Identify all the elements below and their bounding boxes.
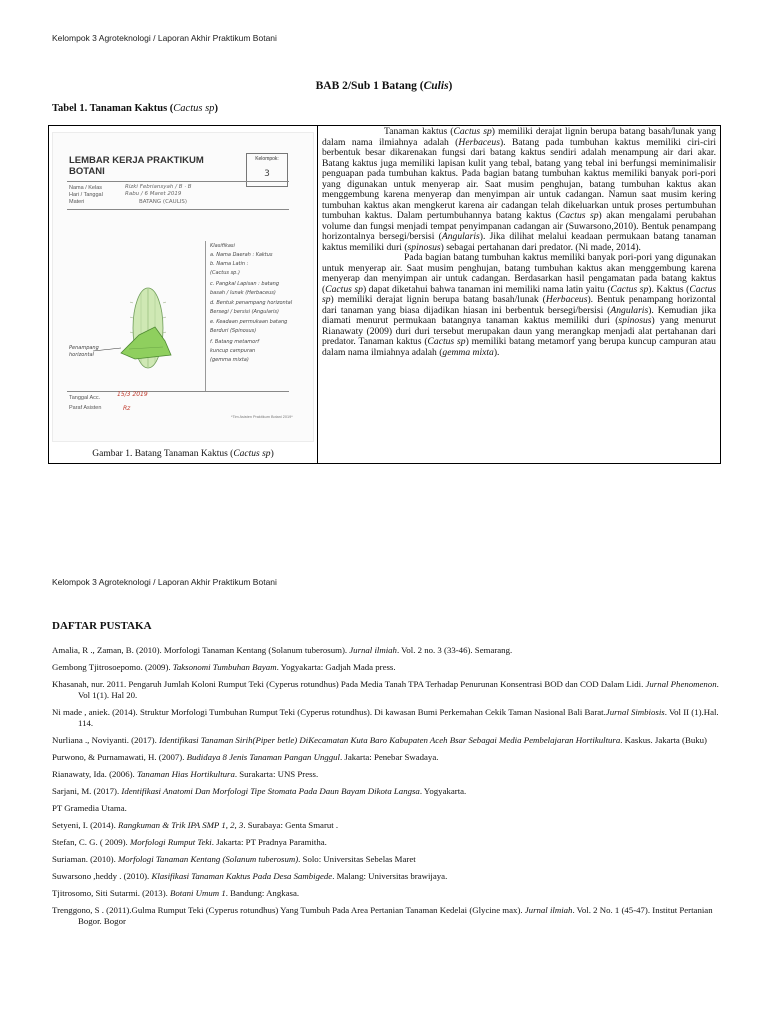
note-line: kuncup campuran xyxy=(210,348,256,354)
text-run: ). Kaktus ( xyxy=(648,283,690,295)
italic-term: Angularis xyxy=(610,304,649,316)
italic-term: Rangkuman & Trik IPA SMP 1, 2, 3 xyxy=(117,820,244,830)
reference-entry xyxy=(52,735,724,746)
text-run: . Vol. 2 no. 3 (33-46). Semarang. xyxy=(396,645,513,655)
note-line: b. Nama Latin : xyxy=(210,261,249,267)
italic-term: Jurnal ilmiah xyxy=(349,645,397,655)
italic-term: Herbaceus xyxy=(458,136,500,148)
text-run: . Vol II (1).Hal. 114. xyxy=(78,707,719,728)
chapter-title-italic: Culis xyxy=(423,80,449,92)
text-run: ). Batang pada tumbuhan kaktus memiliki ciri-ciri berbentuk besar dikarenakan fungsi dari batang kaktus sendiri adalah menampung air dari akar. Batang kaktus juga memiliki lapisan kulit yang tebal, batang yang tebal ini berfungsi meminimalisir penguapan pada tumbuhan kaktus. Pada bagian batang tumbuhan kaktus memiliki banyak pori-pori yang digunakan untuk menyerap air. Saat musim penghujan, batang tumbuhan kaktus akan menggembung karena menyerap dan menyimpan air untuk cadangan. Namun saat musim kering tumbuhan kaktus akan mengkerut karena air cadangan telah dikeluarkan untuk proses pertumbuhan tumbuhan kaktus. Dalam pertumbuhannya batang kaktus ( xyxy=(322,136,717,221)
text-run: . Kaskus. Jakarta (Buku) xyxy=(620,735,707,745)
note-line: e. Keadaan permukaan batang xyxy=(210,319,288,325)
italic-term: Angularis xyxy=(441,231,480,242)
text-run: Purwono, & Purnamawati, H. (2007). xyxy=(52,752,187,762)
reference-entry xyxy=(52,769,724,780)
text-run: . Jakarta: Penebar Swadaya. xyxy=(340,752,439,762)
text-run: . Vol. 2 No. 1 (45-47). Institut Pertanian Bogor. Bogor xyxy=(78,905,713,926)
text-run: . Jakarta: PT Pradnya Paramitha. xyxy=(211,837,327,847)
note-line: Bersegi / bersisi (Angularis) xyxy=(210,309,279,315)
text-run: ) memiliki batang metamorf yang berupa kuncup campuran atau dalam nama ilmiahnya adalah ( xyxy=(322,336,716,358)
italic-term: Identifikasi Anatomi Dan Morfologi Tipe Stomata Pada Daun Bayam Dikota Langsa xyxy=(121,786,420,796)
text-run: Nurliana ., Noviyanti. (2017). xyxy=(52,735,160,745)
text-run: . Surabaya: Genta Smarut . xyxy=(243,820,339,830)
assistant-signature-label: Paraf Asisten xyxy=(69,405,102,411)
worksheet-rule xyxy=(67,209,289,210)
italic-term: gemma mixta xyxy=(442,346,494,358)
text-run: ). Jika dilihat melalui keadaan permukaan batang tanaman kaktus memiliki duri ( xyxy=(322,231,717,253)
text-run: Tjitrosomo, Siti Sutarmi. (2013). xyxy=(52,888,171,898)
table-divider xyxy=(317,126,318,463)
meta-label-date: Hari / Tanggal xyxy=(69,192,103,198)
description-paragraph xyxy=(322,127,716,253)
table-caption-italic: Cactus sp xyxy=(173,103,215,114)
italic-term: Identifikasi Tanaman Sirih(Piper betle) DiKecamatan Kuta Baro Kabupaten Aceh Bsar Sebagai Media Pembelajaran Hortikultura xyxy=(159,735,621,745)
text-run: Sarjani, M. (2017). xyxy=(52,786,122,796)
chapter-title-close: ) xyxy=(448,80,453,92)
reference-entry xyxy=(52,662,724,673)
meta-value-name: Rizki Febriansyah / B · B xyxy=(125,184,192,190)
text-run: ) memiliki derajat lignin berupa batang basah/lunak yang dalam nama ilmiahnya adalah ( xyxy=(322,126,716,148)
description-paragraph xyxy=(322,253,716,358)
note-line: f. Batang metamorf xyxy=(210,339,260,345)
meta-value-topic: BATANG (CAULIS) xyxy=(139,199,188,205)
text-run: PT Gramedia Utama. xyxy=(52,803,127,813)
reference-list xyxy=(52,645,724,933)
italic-term: Cactus sp xyxy=(610,283,649,295)
text-run: . Surakarta: UNS Press. xyxy=(234,769,319,779)
italic-term: Herbaceus xyxy=(545,294,588,305)
worksheet-divider xyxy=(205,241,206,391)
text-run: Trenggono, S . (2011).Gulma Rumput Teki (Cyperus rotundhus) Yang Tumbuh Pada Area Pertanian Tanaman Kedelai (Glycine max). xyxy=(52,905,525,915)
italic-term: Jurnal Simbiosis xyxy=(605,707,665,717)
figure-caption-close: ) xyxy=(270,449,274,459)
text-run: Khasanah, nur. 2011. Pengaruh Jumlah Koloni Rumput Teki (Cyperus rotundhus) Pada Media Tanah TPA Terhadap Penurunan Konsentrasi BOD dan COD Dalam Lidi. xyxy=(52,679,646,689)
worksheet-rule xyxy=(67,181,289,182)
observation-table xyxy=(48,125,721,464)
text-run: . Malang: Universitas brawijaya. xyxy=(332,871,448,881)
table-caption-close: ) xyxy=(214,103,218,114)
table-caption xyxy=(52,103,218,114)
text-run: ). xyxy=(493,346,500,358)
italic-term: spinosus xyxy=(618,315,652,326)
text-run: . Yogyakarta. xyxy=(419,786,467,796)
acc-date-label: Tanggal Acc. xyxy=(69,395,101,401)
table-caption-label: Tabel 1. Tanaman Kaktus ( xyxy=(52,103,174,114)
italic-term: Tanaman Hias Hortikultura xyxy=(136,769,235,779)
italic-term: Jurnal Phenomenon xyxy=(645,679,717,689)
text-run: Gembong Tjitrosoepomo. (2009). xyxy=(52,662,173,672)
italic-term: Morfologi Tanaman Kentang (Solanum tuberosum) xyxy=(117,854,299,864)
worksheet-title: LEMBAR KERJA PRAKTIKUM BOTANI xyxy=(69,155,204,177)
reference-entry xyxy=(52,645,724,656)
meta-value-date: Rabu / 6 Maret 2019 xyxy=(125,191,182,197)
reference-entry xyxy=(52,820,724,831)
text-run: . Solo: Universitas Sebelas Maret xyxy=(298,854,416,864)
italic-term: Cactus sp xyxy=(453,126,492,137)
italic-term: Cactus sp xyxy=(427,336,466,347)
text-run: Pada bagian batang tumbuhan kaktus memiliki banyak pori-pori yang digunakan untuk menyerap air. Saat musim penghujan, batang tumbuhan kaktus akan menggembung karena menyerap dan menyimpan air untuk cadangan. Berdasarkan hasil pengamatan pada batang kaktus ( xyxy=(322,252,716,295)
reference-entry xyxy=(52,803,724,814)
note-line: Klasifikasi xyxy=(210,243,235,249)
text-run: . Vol 1(1). Hal 20. xyxy=(78,679,719,700)
meta-label-topic: Materi xyxy=(69,199,85,205)
italic-term: Budidaya 8 Jenis Tanaman Pangan Unggul xyxy=(186,752,340,762)
note-line: (Cactus sp.) xyxy=(210,270,240,276)
reference-entry xyxy=(52,707,724,729)
kelompok-label: Kelompok: xyxy=(255,156,279,162)
note-line: basah / lunak (Herbaceus) xyxy=(210,290,276,296)
assistant-signature: Rz xyxy=(123,405,131,412)
chapter-title xyxy=(0,80,768,92)
italic-term: Taksonomi Tumbuhan Bayam xyxy=(172,662,277,672)
reference-entry xyxy=(52,871,724,882)
figure-caption-italic: Cactus sp xyxy=(233,449,271,459)
text-run: Ni made , aniek. (2014). Struktur Morfologi Tumbuhan Rumput Teki (Cyperus rotundhus). Di kawasan Bumi Perkemahan Cekik Taman Nasional Bali Barat. xyxy=(52,707,606,717)
kelompok-value: 3 xyxy=(264,169,270,179)
text-run: Suriaman. (2010). xyxy=(52,854,118,864)
text-run: . Bandung: Angkasa. xyxy=(225,888,300,898)
note-line: (gemma mixta) xyxy=(210,357,249,363)
acc-date-value: 15/3 2019 xyxy=(117,391,148,398)
text-run: ) yang menurut Rianawaty (2009) duri duri tersebut merupakan daun yang merangkap menjadi alat pertahanan dari predator. Tanaman kaktus ( xyxy=(322,315,716,347)
note-line: Berduri (Spinosus) xyxy=(210,328,257,334)
text-run: Suwarsono ,heddy . (2010). xyxy=(52,871,152,881)
italic-term: Morfologi Rumput Teki xyxy=(129,837,212,847)
note-line: d. Bentuk penampang horizontal xyxy=(210,300,293,306)
worksheet-scan xyxy=(52,132,314,442)
italic-term: Cactus sp xyxy=(322,283,716,305)
chapter-title-text: BAB 2/Sub 1 Batang ( xyxy=(315,80,424,92)
description-cell xyxy=(322,127,716,358)
text-run: Rianawaty, Ida. (2006). xyxy=(52,769,137,779)
italic-term: Cactus sp xyxy=(325,283,363,295)
reference-entry xyxy=(52,679,724,701)
text-run: Tanaman kaktus ( xyxy=(384,126,454,137)
figure-caption-text: Gambar 1. Batang Tanaman Kaktus ( xyxy=(92,449,234,459)
reference-entry xyxy=(52,905,724,927)
italic-term: spinosus xyxy=(407,241,441,253)
text-run: ). Bentuk penampang horizontal dari tanaman yang biasa dijadikan hiasan ini berbentuk bersegi/bersisi ( xyxy=(322,294,716,316)
meta-label-name: Nama / Kelas xyxy=(69,185,103,191)
reference-entry xyxy=(52,786,724,797)
text-run: Stefan, C. G. ( 2009). xyxy=(52,837,130,847)
reference-entry xyxy=(52,854,724,865)
worksheet-footer: *Tim Asisten Praktikum Botani 2019* xyxy=(231,415,293,419)
worksheet-rule xyxy=(67,391,289,392)
figure-caption xyxy=(49,449,317,459)
italic-term: Cactus sp xyxy=(558,210,599,221)
text-run: ) sebagai pertahanan dari predator. (Ni made, 2014). xyxy=(440,241,641,253)
running-header: Kelompok 3 Agroteknologi / Laporan Akhir Praktikum Botani xyxy=(52,33,277,43)
text-run: ). Kemudian jika diamati menurut permukaan batangnya tanaman kaktus memiliki duri ( xyxy=(322,304,716,326)
text-run: Setyeni, I. (2014). xyxy=(52,820,118,830)
italic-term: Jurnal ilmiah xyxy=(524,905,573,915)
reference-entry xyxy=(52,837,724,848)
text-run: ) dapat diketahui bahwa tanaman ini memiliki nama latin yaitu ( xyxy=(362,283,611,295)
bibliography-title: DAFTAR PUSTAKA xyxy=(52,620,152,632)
cross-section-drawing xyxy=(115,323,177,363)
text-run: Amalia, R ., Zaman, B. (2010). Morfologi Tanaman Kentang (Solanum tuberosum). xyxy=(52,645,350,655)
italic-term: Klasifikasi Tanaman Kaktus Pada Desa Sambigede xyxy=(151,871,333,881)
note-line: c. Pangkal Lapisan : batang xyxy=(210,281,280,287)
italic-term: Botani Umum 1 xyxy=(170,888,226,898)
text-run: ) memiliki derajat lignin berupa batang basah/lunak ( xyxy=(330,294,546,305)
cross-section-label: Penampang horizontal xyxy=(69,345,99,358)
text-run: . Yogyakarta: Gadjah Mada press. xyxy=(276,662,396,672)
reference-entry xyxy=(52,888,724,899)
text-run: ) akan mengalami perubahan volume dan fungsi menjadi tempat penyimpanan cadangan air (Suwarsono,2010). Bentuk penampang horizontalnya bersegi/bersisi ( xyxy=(322,210,716,242)
reference-entry xyxy=(52,752,724,763)
note-line: a. Nama Daerah : Kaktus xyxy=(210,252,273,258)
running-header: Kelompok 3 Agroteknologi / Laporan Akhir Praktikum Botani xyxy=(52,577,277,587)
